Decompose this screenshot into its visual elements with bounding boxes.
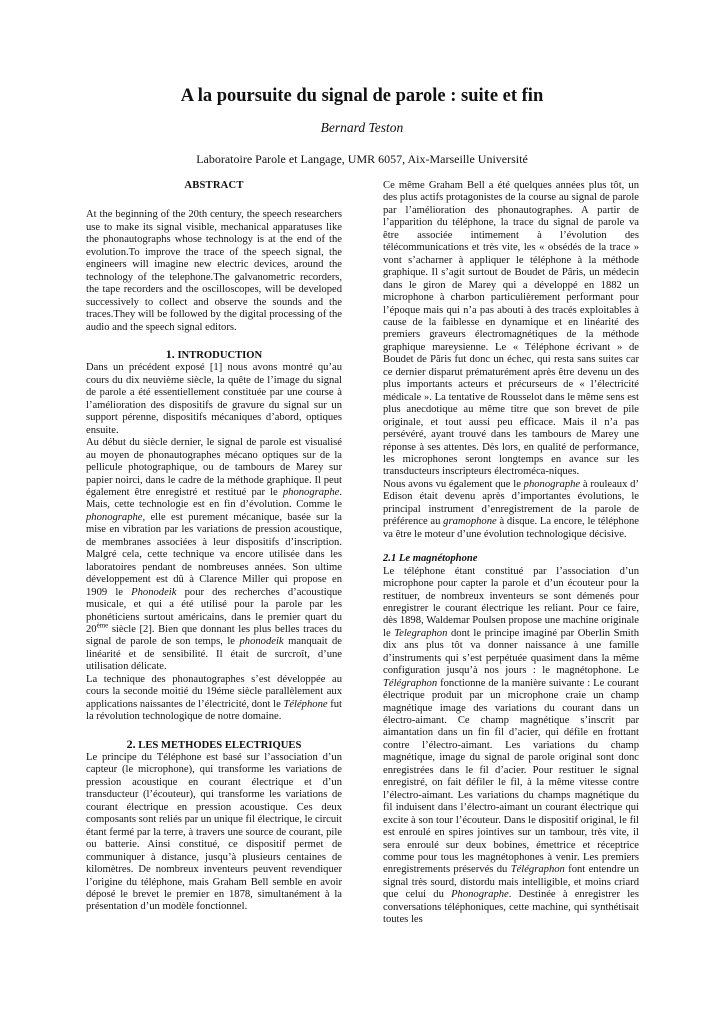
abstract-heading: ABSTRACT xyxy=(184,180,244,191)
left-column xyxy=(86,180,342,914)
section-number: 2. xyxy=(126,736,136,751)
paper-author: Bernard Teston xyxy=(320,120,404,135)
subsection-heading: 2.1 Le magnétophone xyxy=(383,553,478,565)
section-number: 1. xyxy=(165,346,175,361)
paper-affiliation: Laboratoire Parole et Langage, UMR 6057, Aix-Marseille Université xyxy=(196,152,528,166)
paragraph: Le principe du Téléphone est basé sur l’association d’un capteur (le microphone), qui transforme les variations de pression acoustique en courant électrique et d’un transducteur (l’écouteur), qui transforme les variations de courant électrique en pression acoustique. Ces deux composants sont reliés par un unique fil électrique, le circuit étant fermé par la terre, à travers une source de courant, pile ou batterie. Ainsi constitué, ce dispositif permet de communiquer à distance, jusqu’à plusieurs centaines de kilomètres. De nombreux inventeurs peuvent revendiquer l’origine du téléphone, mais Graham Bell semble en avoir déposé le brevet le premier en 1878, simultanément à la présentation d’un modèle fonctionnel. xyxy=(86,752,342,913)
section-title: LES METHODES ELECTRIQUES xyxy=(138,739,302,751)
section-heading-methodes xyxy=(86,738,342,752)
right-column xyxy=(383,180,639,927)
abstract-text: At the beginning of the 20th century, the speech researchers use to make its signal visible, mechanical apparatuses like the phonautographs whose technology is at the end of the evolution.To improve the trace of the speech signal, the engineers will imagine new electric devices, around the technology of the telephone.The galvanometric recorders, the tape recorders and the oscilloscopes, will be developed successively to collect and observe the sounds and the traces.They will be followed by the digital processing of the audio and the speech signal editors. xyxy=(86,209,342,333)
paragraph: La technique des phonautographes s’est développée au cours la seconde moitié du 19éme siècle parallèlement aux applications naissantes de l’électricité, dont le Téléphone fut la révolution technologique de notre domaine. xyxy=(86,673,343,723)
paragraph: Dans un précédent exposé [1] nous avons montré qu’au cours du dix neuvième siècle, la quête de l’image du signal de parole a été essentiellement constituée par une course à l’amélioration des dispositifs de gravure du signal sur un support pérenne, dispositifs mécaniques d’abord, optiques ensuite. xyxy=(86,362,342,436)
paragraph: Le téléphone étant constitué par l’association d’un microphone pour capter la parole et d’un écouteur pour la restituer, de nombreux inventeurs se sont démenés pour enregistrer le courant électrique les reliant. Pour ce faire, dès 1898, Waldemar Poulsen propose une machine originale le Telegraphon dont le principe imaginé par Oberlin Smith dix ans plus tôt va donner naissance à une famille d’instruments qui s’est perpétuée quasiment dans la même configuration jusqu’à nos jours : le magnétophone. Le Télégraphon fonctionne de la manière suivante : Le courant électrique produit par un microphone craie un champ magnétique image des variations du courant dans un électro-aimant. Ce champ magnétique s’inscrit par aimantation dans un fin fil d’acier, qui défile en frottant contre l’électro-aimant. Les variations du champ magnétique, image du signal de parole original sont donc enregistrées dans le fil d’acier. Pour restituer le signal enregistré, on fait défiler le fil, à la même vitesse contre l’électro-aimant. Les variations du champs magnétique du fil induisent dans l’électro-aimant un courant électrique qui excite à son tour l’écouteur. Dans le dispositif original, le fil est enroulé en spires jointives sur un tambour, très vite, il sera enroulé sur deux bobines, émettrice et réceptrice comme pour tous les magnétophones à venir. Les premiers enregistrements préservés du Télégraphon font entendre un signal très sourd, distordu mais intelligible, et moins criard que celui du Phonographe. Destinée à enregistrer les conversations téléphoniques, cette machine, qui synthétisait toutes les xyxy=(383,565,639,926)
paragraph: Au début du siècle dernier, le signal de parole est visualisé au moyen de phonautographes mécano optiques sur de la pellicule photographique, ou de tambours de Marey sur papier noirci, dans le cadre de la méthode graphique. Il peut également être enregistré et restitué par le phonographe. Mais, cette technologie est en fin d’évolution. Comme le phonographe, elle est purement mécanique, basée sur la mise en vibration par les variations de pression acoustique, de membranes associées à leur dispositifs d’inscription. Malgré cela, cette technique va encore utilisée dans les laboratoires pendant de nombreuses années. Son ultime développement est dû à Clarence Miller qui propose en 1909 le Phonodeik pour des recherches d’acoustique musicale, et qui a été utilisé pour la parole par les phonéticiens surtout américains, dans le premier quart du 20ème siècle [2]. Bien que donnant les plus belles traces du signal de parole de son temps, le phonodeik manquait de linéarité et de sensibilité. Il était de surcroît, d’une utilisation délicate. xyxy=(86,437,342,673)
section-heading-introduction xyxy=(86,348,342,362)
section-title: INTRODUCTION xyxy=(177,349,263,361)
paragraph: Ce même Graham Bell a été quelques années plus tôt, un des plus actifs protagonistes de la course au signal de parole par l’amélioration des phonautographes. A partir de l’apparition du téléphone, la trace du signal de parole va être associée intimement à l’évolution des télécommunications et très vite, les « obsédés de la trace » vont s’acharner à appliquer le téléphone à la méthode graphique. Il s’agit surtout de Boudet de Pâris, un médecin dans le giron de Marey qui a développé en 1882 un microphone à charbon particulièrement performant pour l’époque mais qui n’a pas abouti à des tracés exploitables à cause de la faiblesse en dynamique et en linéarité des premiers graveurs électromagnétiques de la méthode graphique mareysienne. Le « Téléphone écrivant » de Boudet de Pâris fut donc un échec, qui resta sans suites car ce dernier disparut prématurément après être devenu un des plus importants acteurs et précurseurs de « l’électricité médicale ». La tentative de Rousselot dans le même sens est plus anecdotique au même titre que son brevet de pile originale, et tout aussi peu efficace. Mais il n’a pas persévéré, ayant trouvé dans les tambours de Marey une réponse à ses attentes. Dès lors, en qualité de performance, les microphones seront longtemps en avance sur les transducteurs inscripteurs électroméca-niques. xyxy=(383,180,639,478)
paper-title: A la poursuite du signal de parole : suite et fin xyxy=(180,86,544,106)
paragraph: Nous avons vu également que le phonographe à rouleaux d’ Edison était devenu après d’importantes évolutions, le principal instrument d’enregistrement de la parole de préférence au gramophone à disque. La encore, le téléphone va être le moteur d’une évolution technologique décisive. xyxy=(383,478,639,540)
